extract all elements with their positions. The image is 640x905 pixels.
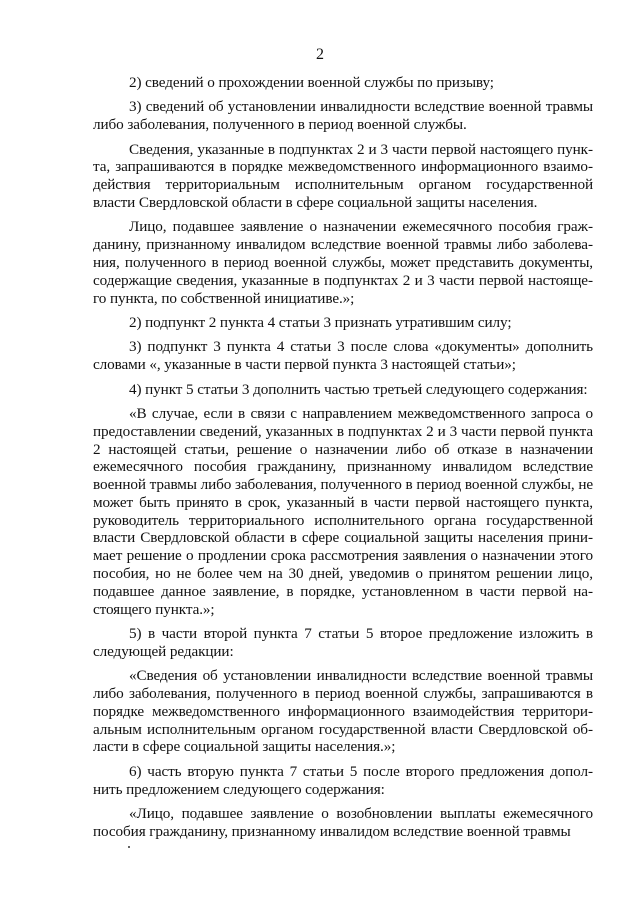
paragraph-amendment-5-text: «Сведения об установлении инвалидности вследствие военной травмы либо заболевания, полученного в период военной службы, запрашиваются в порядке межведомственного информационного взаимодействия территориальным исполнительным органом государственной власти Свердловской области в сфере социальной защиты населения.»; xyxy=(93,667,593,756)
paragraph-amendment-4: 4) пункт 5 статьи 3 дополнить частью третьей следующего содержания: xyxy=(129,380,588,398)
paragraph-amendment-6: 6) часть вторую пункта 7 статьи 5 после второго предложения дополнить предложением следующего содержания: xyxy=(93,762,593,798)
paragraph-amendment-2: 2) подпункт 2 пункта 4 статьи 3 признать утратившим силу; xyxy=(129,313,512,331)
paragraph-amendment-3: 3) подпункт 3 пункта 4 статьи 3 после слова «документы» дополнить словами «, указанные в части первой пункта 3 настоящей статьи»; xyxy=(93,338,593,374)
paragraph-own-initiative: Лицо, подавшее заявление о назначении ежемесячного пособия гражданину, признанному инвалидом вследствие военной травмы либо заболевания, полученного в период военной службы, может представить документы, содержащие сведения, указанные в подпунктах 2 и 3 части первой настоящего пункта, по собственной инициативе.»; xyxy=(93,218,593,307)
paragraph-amendment-6-text: «Лицо, подавшее заявление о возобновлении выплаты ежемесячного пособия гражданину, признанному инвалидом вследствие военной травмы xyxy=(93,805,593,840)
paragraph-item-2: 2) сведений о прохождении военной службы по призыву; xyxy=(129,74,494,91)
paragraph-amendment-4-text: «В случае, если в связи с направлением межведомственного запроса о предоставлении сведений, указанных в подпунктах 2 и 3 части первой пункта 2 настоящей статьи, решение о назначении либо об отказе в назначении ежемесячного пособия гражданину, признанному инвалидом вследствие военной травмы либо заболевания, полученного в период военной службы, не может быть принято в срок, указанный в части первой настоящего пункта, руководитель территориального исполнительного органа государственной власти Свердловской области в сфере социальной защиты населения принимает решение о продлении срока рассмотрения заявления о назначении этого пособия, но не более чем на 30 дней, уведомив о принятом решении лицо, подавшее данное заявление, в порядке, установленном в части первой настоящего пункта.»; xyxy=(93,404,593,618)
paragraph-amendment-5: 5) в части второй пункта 7 статьи 5 второе предложение изложить в следующей редакции: xyxy=(93,625,593,660)
paragraph-item-3: 3) сведений об установлении инвалидности вследствие военной травмы либо заболевания, полученного в период военной службы. xyxy=(93,98,593,134)
page-number: 2 xyxy=(316,46,324,63)
document-body xyxy=(93,74,593,847)
paragraph-info-request: Сведения, указанные в подпунктах 2 и 3 части первой настоящего пункта, запрашиваются в порядке межведомственного информационного взаимодействия территориальным исполнительным органом государственной власти Свердловской области в сфере социальной защиты населения. xyxy=(93,140,593,211)
scan-dot-mark xyxy=(128,846,130,848)
